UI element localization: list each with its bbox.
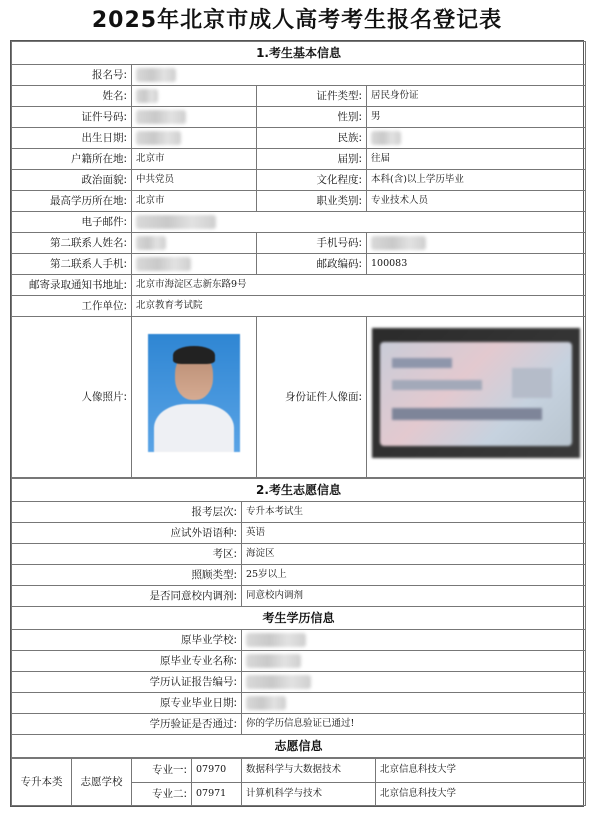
id-card-number-block	[392, 408, 542, 420]
form-table	[11, 41, 586, 478]
id-type-label: 证件类型:	[257, 86, 367, 107]
district-label: 考区:	[12, 544, 242, 565]
intent-table	[11, 478, 586, 758]
photo-label: 人像照片:	[12, 317, 132, 478]
id-card-text-block	[392, 380, 482, 390]
portrait-hair	[173, 346, 215, 364]
edu-verify-label: 学历验证是否通过:	[12, 714, 242, 735]
birth-value	[132, 128, 257, 149]
birth-label: 出生日期:	[12, 128, 132, 149]
wish-row-school: 北京信息科技大学	[376, 782, 586, 806]
redacted-school	[246, 633, 306, 647]
contact2-phone-value	[132, 254, 257, 275]
gender-value: 男	[367, 107, 586, 128]
wish-row-school: 北京信息科技大学	[376, 759, 586, 783]
contact2-label: 第二联系人姓名:	[12, 233, 132, 254]
photo-cell	[132, 317, 257, 478]
district-value: 海淀区	[242, 544, 586, 565]
hukou-value: 北京市	[132, 149, 257, 170]
level-label: 报考层次:	[12, 502, 242, 523]
work-label: 工作单位:	[12, 296, 132, 317]
redacted-cert	[246, 675, 311, 689]
address-value: 北京市海淀区志新东路9号	[132, 275, 586, 296]
id-no-label: 证件号码:	[12, 107, 132, 128]
section-intent-heading: 2.考生志愿信息	[12, 479, 586, 502]
id-card-image	[372, 328, 580, 458]
name-label: 姓名:	[12, 86, 132, 107]
hukou-label: 户籍所在地:	[12, 149, 132, 170]
reg-no-value	[132, 65, 586, 86]
edu-date-value	[242, 693, 586, 714]
edu-label: 文化程度:	[257, 170, 367, 191]
redacted-email	[136, 215, 216, 229]
id-no-value	[132, 107, 257, 128]
grad-label: 届别:	[257, 149, 367, 170]
wishes-table	[11, 758, 586, 806]
political-label: 政治面貌:	[12, 170, 132, 191]
mobile-label: 手机号码:	[257, 233, 367, 254]
id-card-portrait-block	[512, 368, 552, 398]
wish-row-major: 计算机科学与技术	[242, 782, 376, 806]
grad-value: 往届	[367, 149, 586, 170]
ethnic-label: 民族:	[257, 128, 367, 149]
edu-school-value	[242, 630, 586, 651]
gender-label: 性别:	[257, 107, 367, 128]
portrait-shirt	[154, 404, 234, 452]
address-label: 邮寄录取通知书地址:	[12, 275, 132, 296]
page-title: 2025年北京市成人高考考生报名登记表	[91, 8, 503, 33]
name-value	[132, 86, 257, 107]
care-value: 25岁以上	[242, 565, 586, 586]
wish-category: 专升本类	[12, 759, 72, 806]
portrait-photo	[148, 334, 240, 452]
adjust-value: 同意校内调剂	[242, 586, 586, 607]
ethnic-value	[367, 128, 586, 149]
lang-value: 英语	[242, 523, 586, 544]
edu-verify-value: 你的学历信息验证已通过!	[242, 714, 586, 735]
job-value: 专业技术人员	[367, 191, 586, 212]
edu-date-label: 原专业毕业日期:	[12, 693, 242, 714]
section-wishes-heading: 志愿信息	[12, 735, 586, 758]
section-education-heading: 考生学历信息	[12, 607, 586, 630]
edu-cert-label: 学历认证报告编号:	[12, 672, 242, 693]
redacted-reg-no	[136, 68, 176, 82]
edu-major-value	[242, 651, 586, 672]
wish-row-code: 07971	[192, 782, 242, 806]
edu-school-label: 原毕业学校:	[12, 630, 242, 651]
school-loc-label: 最高学历所在地:	[12, 191, 132, 212]
contact2-value	[132, 233, 257, 254]
wish-row-label: 专业一:	[132, 759, 192, 783]
redacted-birth	[136, 131, 181, 145]
mobile-value	[367, 233, 586, 254]
care-label: 照顾类型:	[12, 565, 242, 586]
redacted-date	[246, 696, 286, 710]
reg-no-label: 报名号:	[12, 65, 132, 86]
wish-row-major: 数据科学与大数据技术	[242, 759, 376, 783]
school-loc-value: 北京市	[132, 191, 257, 212]
redacted-mobile	[371, 236, 426, 250]
postcode-label: 邮政编码:	[257, 254, 367, 275]
registration-form	[10, 40, 584, 807]
work-value: 北京教育考试院	[132, 296, 586, 317]
wish-row-label: 专业二:	[132, 782, 192, 806]
edu-cert-value	[242, 672, 586, 693]
redacted-contact2	[136, 236, 166, 250]
postcode-value: 100083	[367, 254, 586, 275]
redacted-id-no	[136, 110, 186, 124]
redacted-ethnic	[371, 131, 401, 145]
id-photo-label: 身份证件人像面:	[257, 317, 367, 478]
political-value: 中共党员	[132, 170, 257, 191]
id-type-value: 居民身份证	[367, 86, 586, 107]
wish-school-column: 志愿学校	[72, 759, 132, 806]
edu-major-label: 原毕业专业名称:	[12, 651, 242, 672]
section-basic-heading: 1.考生基本信息	[12, 42, 586, 65]
redacted-major	[246, 654, 301, 668]
adjust-label: 是否同意校内调剂:	[12, 586, 242, 607]
contact2-phone-label: 第二联系人手机:	[12, 254, 132, 275]
level-value: 专升本考试生	[242, 502, 586, 523]
job-label: 职业类别:	[257, 191, 367, 212]
email-value	[132, 212, 586, 233]
wish-row-code: 07970	[192, 759, 242, 783]
redacted-name	[136, 89, 158, 103]
edu-value: 本科(含)以上学历毕业	[367, 170, 586, 191]
lang-label: 应试外语语种:	[12, 523, 242, 544]
redacted-contact2-phone	[136, 257, 191, 271]
email-label: 电子邮件:	[12, 212, 132, 233]
id-card-text-block	[392, 358, 452, 368]
id-photo-cell	[367, 317, 586, 478]
